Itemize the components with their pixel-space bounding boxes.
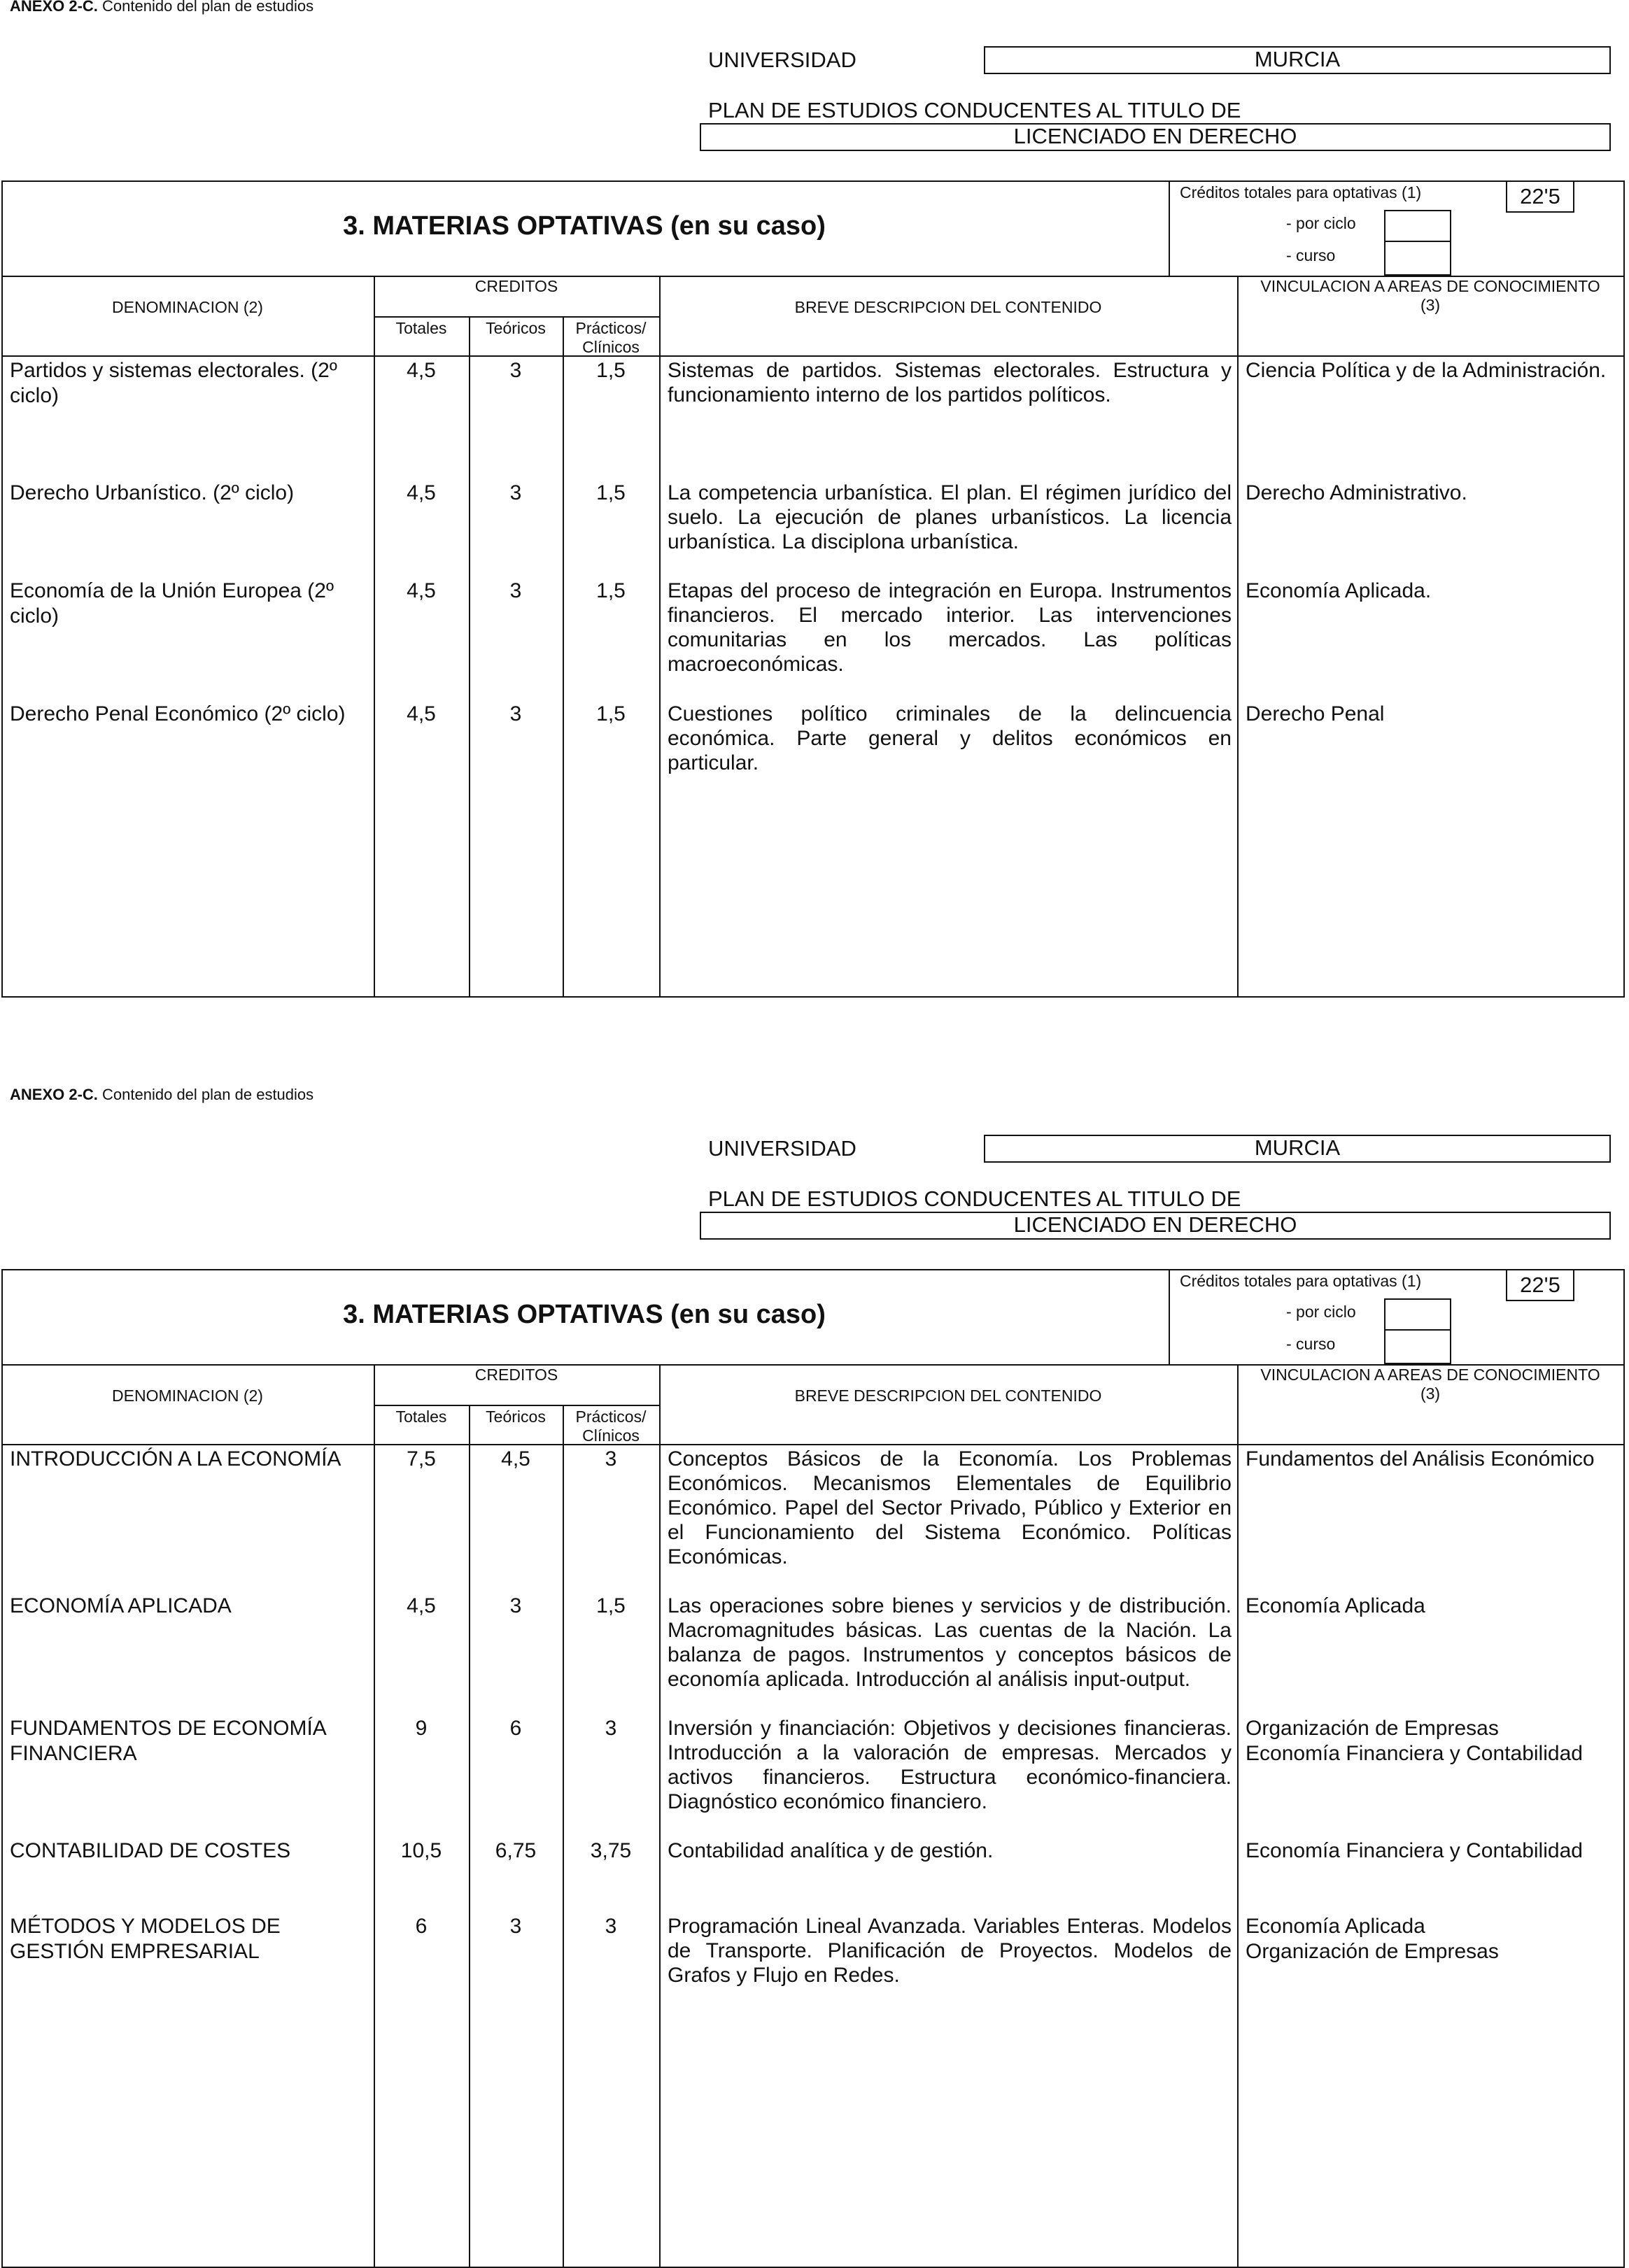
row-desc: Programación Lineal Avanzada. Variables Enteras. Modelos de Transporte. Planificación de Proyectos. Modelos de Grafos y Flujo en Redes. [668, 1915, 1232, 1987]
row-desc: Las operaciones sobre bienes y servicios y de distribución. Macromagnitudes básicas. Las cuentas de la Nación. La balanza de pagos. Instrumentos y conceptos básicos de economía aplicada. Introducción al análisis input-output. [668, 1594, 1232, 1691]
row-totales: 9 [415, 1717, 428, 1740]
creditos-optativas-label: Créditos totales para optativas (1) [1180, 1272, 1422, 1290]
col-descripcion: BREVE DESCRIPCION DEL CONTENIDO [794, 1387, 1102, 1405]
plan-label: PLAN DE ESTUDIOS CONDUCENTES AL TITULO DE [708, 1186, 1241, 1211]
col-practicos: Prácticos/ Clínicos [575, 319, 647, 356]
curso-label: - curso [1286, 246, 1336, 264]
row-desc: Etapas del proceso de integración en Europa. Instrumentos financieros. El mercado interior. Las intervenciones comunitarias en los mercados. Las políticas macroeconómicas. [668, 579, 1232, 676]
row-totales: 6 [415, 1915, 428, 1938]
row-desc: La competencia urbanística. El plan. El régimen jurídico del suelo. La ejecución de planes urbanísticos. La licencia urbanística. La disciplona urbanística. [668, 481, 1232, 553]
col-descripcion: BREVE DESCRIPCION DEL CONTENIDO [794, 298, 1102, 316]
anexo-header: ANEXO 2-C. Contenido del plan de estudios [10, 1086, 314, 1103]
row-totales: 4,5 [407, 702, 436, 725]
row-name: ECONOMÍA APLICADA [10, 1594, 232, 1617]
row-teoricos: 3 [509, 1915, 522, 1938]
section-title: 3. MATERIAS OPTATIVAS (en su caso) [343, 1300, 826, 1329]
row-practicos: 1,5 [596, 702, 626, 725]
curso-value [1384, 241, 1451, 276]
col-denominacion: DENOMINACION (2) [112, 298, 263, 316]
row-totales: 10,5 [400, 1839, 442, 1862]
col-denominacion: DENOMINACION (2) [112, 1387, 263, 1405]
row-area: Ciencia Política y de la Administración. [1246, 359, 1607, 382]
row-teoricos: 3 [509, 702, 522, 725]
row-practicos: 1,5 [596, 359, 626, 382]
plan-value: LICENCIADO EN DERECHO [700, 123, 1611, 151]
row-totales: 4,5 [407, 481, 436, 504]
row-practicos: 1,5 [596, 579, 626, 602]
row-practicos: 3 [605, 1447, 617, 1470]
por-ciclo-value [1384, 1298, 1451, 1331]
row-totales: 7,5 [407, 1447, 436, 1470]
creditos-optativas-value: 22'5 [1506, 1269, 1574, 1301]
row-desc: Sistemas de partidos. Sistemas electorales. Estructura y funcionamiento interno de los partidos políticos. [668, 359, 1232, 406]
universidad-label: UNIVERSIDAD [708, 1136, 856, 1161]
universidad-value: MURCIA [984, 46, 1611, 74]
row-teoricos: 6 [509, 1717, 522, 1740]
plan-label: PLAN DE ESTUDIOS CONDUCENTES AL TITULO DE [708, 98, 1241, 122]
row-teoricos: 6,75 [495, 1839, 537, 1862]
row-area: Economía Aplicada. [1246, 579, 1432, 602]
col-creditos: CREDITOS [474, 1366, 558, 1384]
col-vinculacion: VINCULACION A AREAS DE CONOCIMIENTO (3) [1260, 277, 1600, 314]
section-title: 3. MATERIAS OPTATIVAS (en su caso) [343, 211, 826, 241]
col-totales: Totales [395, 1408, 447, 1426]
row-area: Derecho Administrativo. [1246, 481, 1467, 504]
col-teoricos: Teóricos [486, 319, 546, 337]
row-totales: 4,5 [407, 1594, 436, 1617]
col-teoricos: Teóricos [486, 1408, 546, 1426]
row-teoricos: 3 [509, 359, 522, 382]
row-teoricos: 3 [509, 1594, 522, 1617]
sheet-1 [0, 0, 1629, 1021]
col-creditos: CREDITOS [474, 277, 558, 295]
row-name: MÉTODOS Y MODELOS DE GESTIÓN EMPRESARIAL [10, 1915, 281, 1963]
row-practicos: 1,5 [596, 481, 626, 504]
row-desc: Cuestiones político criminales de la delincuencia económica. Parte general y delitos económicos en particular. [668, 702, 1232, 774]
creditos-optativas-label: Créditos totales para optativas (1) [1180, 183, 1422, 201]
por-ciclo-value [1384, 210, 1451, 242]
row-totales: 4,5 [407, 579, 436, 602]
plan-value: LICENCIADO EN DERECHO [700, 1212, 1611, 1240]
universidad-value: MURCIA [984, 1135, 1611, 1163]
col-practicos: Prácticos/ Clínicos [575, 1408, 647, 1445]
row-practicos: 3 [605, 1915, 617, 1938]
universidad-label: UNIVERSIDAD [708, 48, 856, 72]
row-name: CONTABILIDAD DE COSTES [10, 1839, 291, 1862]
col-totales: Totales [395, 319, 447, 337]
col-vinculacion: VINCULACION A AREAS DE CONOCIMIENTO (3) [1260, 1366, 1600, 1403]
curso-label: - curso [1286, 1335, 1336, 1353]
sheet-2 [0, 1086, 1629, 2110]
row-desc: Inversión y financiación: Objetivos y decisiones financieras. Introducción a la valoración de empresas. Mercados y activos financieros. Estructura económico-financiera. Diagnóstico económico financiero. [668, 1717, 1232, 1813]
row-desc: Conceptos Básicos de la Economía. Los Problemas Económicos. Mecanismos Elementales de Equilibrio Económico. Papel del Sector Privado, Público y Exterior en el Funcionamiento del Sistema Económico. Políticas Económicas. [668, 1447, 1232, 1568]
row-area: Derecho Penal [1246, 702, 1385, 725]
row-name: FUNDAMENTOS DE ECONOMÍA FINANCIERA [10, 1717, 326, 1765]
curso-value [1384, 1329, 1451, 1364]
row-practicos: 1,5 [596, 1594, 626, 1617]
row-desc: Contabilidad analítica y de gestión. [668, 1839, 994, 1862]
row-totales: 4,5 [407, 359, 436, 382]
por-ciclo-label: - por ciclo [1286, 1303, 1356, 1321]
row-name: Economía de la Unión Europea (2º ciclo) [10, 579, 334, 628]
row-name: INTRODUCCIÓN A LA ECONOMÍA [10, 1447, 341, 1470]
anexo-header: ANEXO 2-C. Contenido del plan de estudios [10, 0, 314, 15]
row-teoricos: 4,5 [501, 1447, 530, 1470]
row-name: Derecho Penal Económico (2º ciclo) [10, 702, 346, 725]
creditos-optativas-value: 22'5 [1506, 180, 1574, 213]
row-area: Economía Financiera y Contabilidad [1246, 1839, 1583, 1862]
row-name: Partidos y sistemas electorales. (2º ciclo) [10, 359, 337, 407]
row-practicos: 3 [605, 1717, 617, 1740]
row-teoricos: 3 [509, 579, 522, 602]
row-area: Economía Aplicada [1246, 1594, 1425, 1617]
row-teoricos: 3 [509, 481, 522, 504]
por-ciclo-label: - por ciclo [1286, 214, 1356, 232]
row-area: Economía Aplicada Organización de Empresas [1246, 1915, 1499, 1963]
row-area: Fundamentos del Análisis Económico [1246, 1447, 1595, 1470]
row-practicos: 3,75 [590, 1839, 632, 1862]
row-name: Derecho Urbanístico. (2º ciclo) [10, 481, 295, 504]
row-area: Organización de Empresas Economía Financiera y Contabilidad [1246, 1717, 1583, 1765]
